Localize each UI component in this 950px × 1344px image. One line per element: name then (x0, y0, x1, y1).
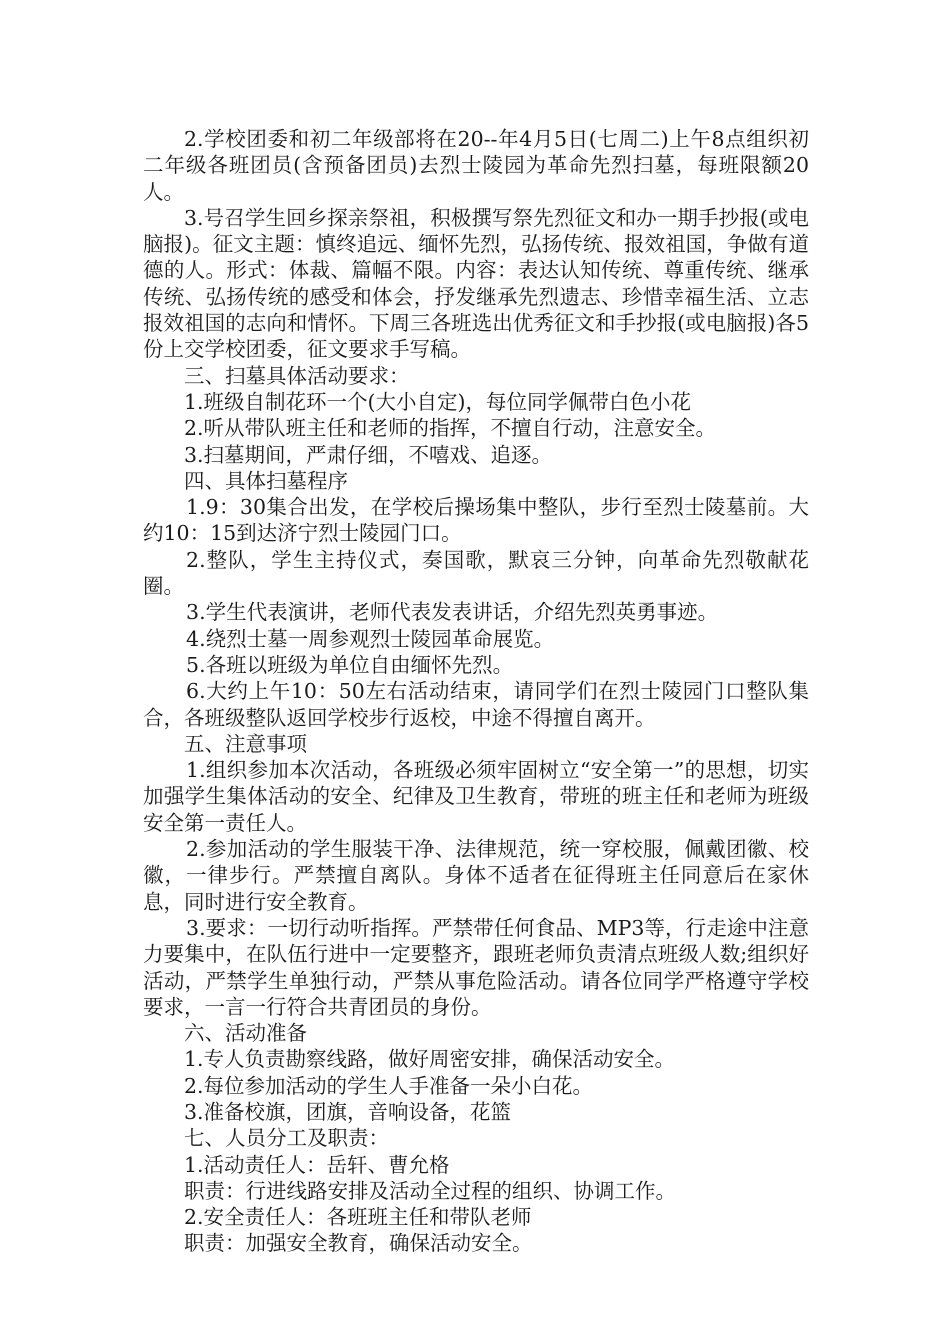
section-heading-requirements: 三、扫墓具体活动要求： (184, 363, 410, 388)
section-heading-procedure: 四、具体扫墓程序 (184, 468, 348, 493)
list-item: 3.准备校旗，团旗，音响设备，花篮 (184, 1099, 512, 1124)
list-item: 3.学生代表演讲，老师代表发表讲话，介绍先烈英勇事迹。 (186, 600, 719, 625)
list-item: 1.组织参加本次活动，各班级必须牢固树立“安全第一”的思想，切实加强学生集体活动的安全、纪律及卫生教育，带班的班主任和老师为班级安全第一责任人。 (143, 758, 809, 835)
list-item: 5.各班以班级为单位自由缅怀先烈。 (186, 652, 514, 677)
list-item: 2.安全责任人：各班班主任和带队老师 (184, 1205, 532, 1230)
list-item: 2.参加活动的学生服装干净、法律规范，统一穿校服，佩戴团徽、校徽，一律步行。严禁擅自离队。身体不适者在征得班主任同意后在家休息，同时进行安全教育。 (143, 837, 809, 914)
duty-description: 职责：行进线路安排及活动全过程的组织、协调工作。 (184, 1178, 676, 1203)
list-item: 3.扫墓期间，严肃仔细，不嘻戏、追逐。 (184, 442, 553, 467)
list-item: 1.专人负责勘察线路，做好周密安排，确保活动安全。 (184, 1047, 676, 1072)
section-heading-roles: 七、人员分工及职责： (184, 1126, 389, 1151)
list-item: 3.要求：一切行动听指挥。严禁带任何食品、MP3等，行走途中注意力要集中，在队伍行进中一定要整齐，跟班老师负责清点班级人数;组织好活动，严禁学生单独行动，严禁从事危险活动。请各位同学严格遵守学校要求，一言一行符合共青团员的身份。 (143, 915, 809, 1019)
document-body (143, 126, 809, 1257)
paragraph-organize-visit: 2.学校团委和初二年级部将在20--年4月5日(七周二)上午8点组织初二年级各班团员(含预备团员)去烈士陵园为革命先烈扫墓，每班限额20人。 (143, 127, 809, 204)
paragraph-essay-call: 3.号召学生回乡探亲祭祖，积极撰写祭先烈征文和办一期手抄报(或电脑报)。征文主题：慎终追远、缅怀先烈，弘扬传统、报效祖国，争做有道德的人。形式：体裁、篇幅不限。内容：表达认知传统、尊重传统、继承传统、弘扬传统的感受和体会，抒发继承先烈遗志、珍惜幸福生活、立志报效祖国的志向和情怀。下周三各班选出优秀征文和手抄报(或电脑报)各5份上交学校团委，征文要求手写稿。 (143, 205, 809, 362)
list-item: 1.活动责任人：岳轩、曹允格 (184, 1152, 450, 1177)
list-item: 2.整队，学生主持仪式，奏国歌，默哀三分钟，向革命先烈敬献花圈。 (143, 547, 809, 599)
list-item: 6.大约上午10：50左右活动结束，请同学们在烈士陵园门口整队集合，各班级整队返回学校步行返校，中途不得擅自离开。 (143, 679, 809, 730)
duty-description: 职责：加强安全教育，确保活动安全。 (184, 1231, 533, 1256)
list-item: 2.听从带队班主任和老师的指挥，不擅自行动，注意安全。 (184, 416, 717, 441)
list-item: 1.9：30集合出发，在学校后操场集中整队，步行至烈士陵墓前。大约10：15到达济宁烈士陵园门口。 (143, 495, 809, 546)
list-item: 2.每位参加活动的学生人手准备一朵小白花。 (184, 1073, 594, 1098)
section-heading-preparation: 六、活动准备 (184, 1021, 307, 1046)
list-item: 4.绕烈士墓一周参观烈士陵园革命展览。 (186, 626, 555, 651)
section-heading-notes: 五、注意事项 (184, 731, 307, 756)
list-item: 1.班级自制花环一个(大小自定)，每位同学佩带白色小花 (184, 389, 692, 414)
